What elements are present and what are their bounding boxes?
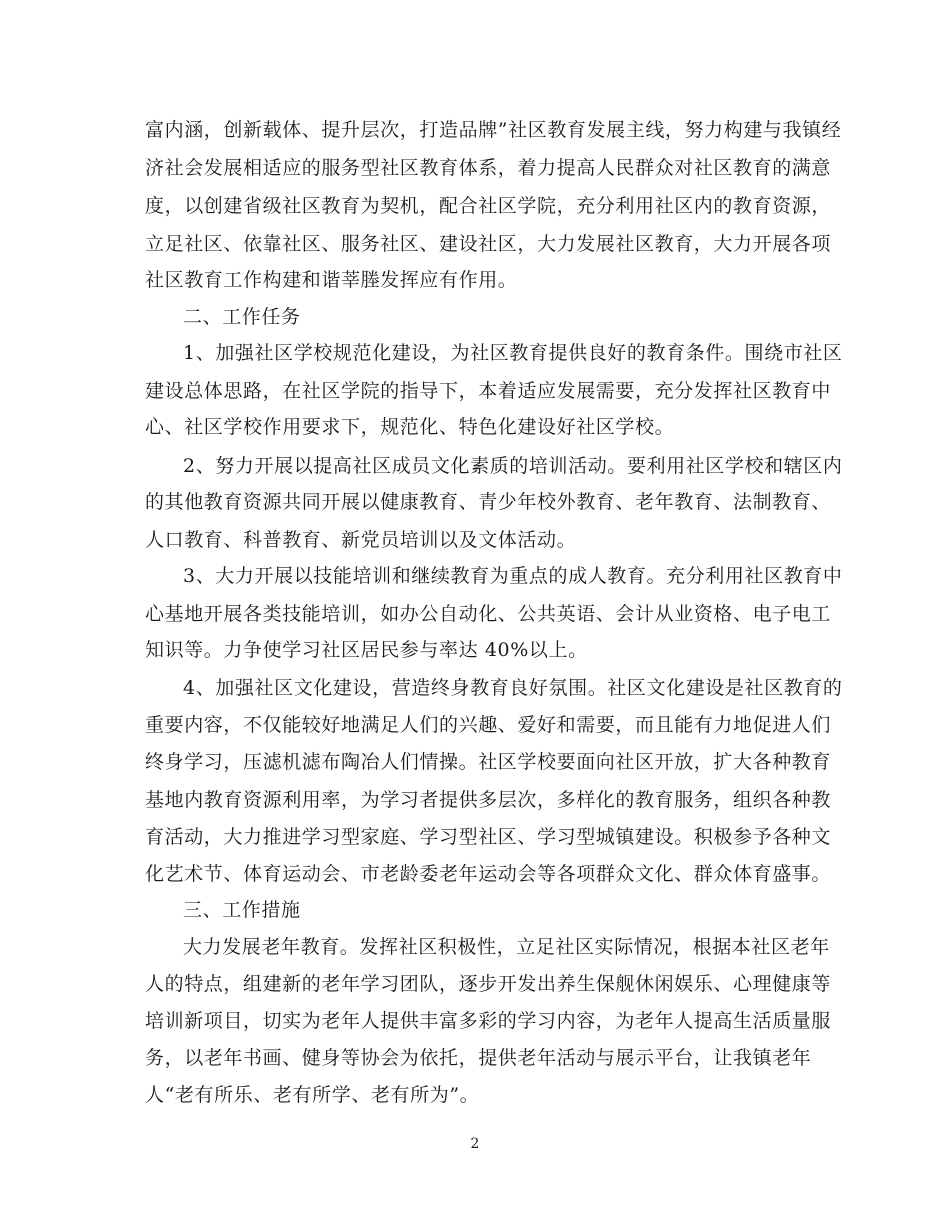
text-line: 富内涵，创新载体、提升层次，打造品牌”社区教育发展主线，努力构建与我镇经: [145, 119, 842, 141]
text-line: 建设总体思路，在社区学院的指导下，本着适应发展需要，充分发挥社区教育中: [145, 380, 832, 402]
page-number: 2: [470, 1136, 480, 1152]
text-line: 1、加强社区学校规范化建设，为社区教育提供良好的教育条件。围绕市社区: [183, 342, 843, 364]
text-line: 2、努力开展以提高社区成员文化素质的培训活动。要利用社区学校和辖区内: [183, 455, 843, 477]
text-line: 济社会发展相适应的服务型社区教育体系，着力提高人民群众对社区教育的满意: [145, 157, 832, 179]
text-line: 社区教育工作构建和谐莘塍发挥应有作用。: [145, 269, 518, 291]
text-line: 人的特点，组建新的老年学习团队，逐步开发出养生保舰休闲娱乐、心理健康等: [145, 973, 832, 995]
text-line: 基地内教育资源利用率，为学习者提供多层次，多样化的教育服务，组织各种教: [145, 789, 832, 811]
text-line: 化艺术节、体育运动会、市老龄委老年运动会等各项群众文化、群众体育盛事。: [145, 863, 832, 885]
text-line: 务，以老年书画、健身等协会为依托，提供老年活动与展示平台，让我镇老年: [145, 1047, 812, 1069]
text-line: 培训新项目，切实为老年人提供丰富多彩的学习内容，为老年人提高生活质量服: [145, 1010, 832, 1032]
text-line: 重要内容，不仅能较好地满足人们的兴趣、爱好和需要，而且能有力地促进人们: [145, 714, 832, 736]
text-line: 人口教育、科普教育、新党员培训以及文体活动。: [145, 529, 577, 551]
text-line: 3、大力开展以技能培训和继续教育为重点的成人教育。充分利用社区教育中: [183, 565, 843, 587]
text-line: 度，以创建省级社区教育为契机，配合社区学院，充分利用社区内的教育资源，: [145, 195, 832, 217]
text-line: 育活动，大力推进学习型家庭、学习型社区、学习型城镇建设。积极参予各种文: [145, 826, 832, 848]
text-line: 大力发展老年教育。发挥社区积极性，立足社区实际情况，根据本社区老年: [183, 936, 830, 958]
text-line: 的其他教育资源共同开展以健康教育、青少年校外教育、老年教育、法制教育、: [145, 491, 832, 513]
section-heading: 三、工作措施: [183, 899, 301, 921]
text-line: 心、社区学校作用要求下，规范化、特色化建设好社区学校。: [145, 416, 675, 438]
text-line: 终身学习，压滤机滤布陶冶人们情操。社区学校要面向社区开放，扩大各种教育: [145, 751, 832, 773]
text-line: 知识等。力争使学习社区居民参与率达 40%以上。: [145, 639, 588, 661]
text-line: 人“老有所乐、老有所学、老有所为”。: [145, 1084, 480, 1106]
text-line: 4、加强社区文化建设，营造终身教育良好氛围。社区文化建设是社区教育的: [183, 677, 843, 699]
text-line: 立足社区、依靠社区、服务社区、建设社区，大力发展社区教育，大力开展各项: [145, 233, 832, 255]
text-line: 心基地开展各类技能培训，如办公自动化、公共英语、会计从业资格、电子电工: [145, 603, 832, 625]
section-heading: 二、工作任务: [183, 306, 301, 328]
